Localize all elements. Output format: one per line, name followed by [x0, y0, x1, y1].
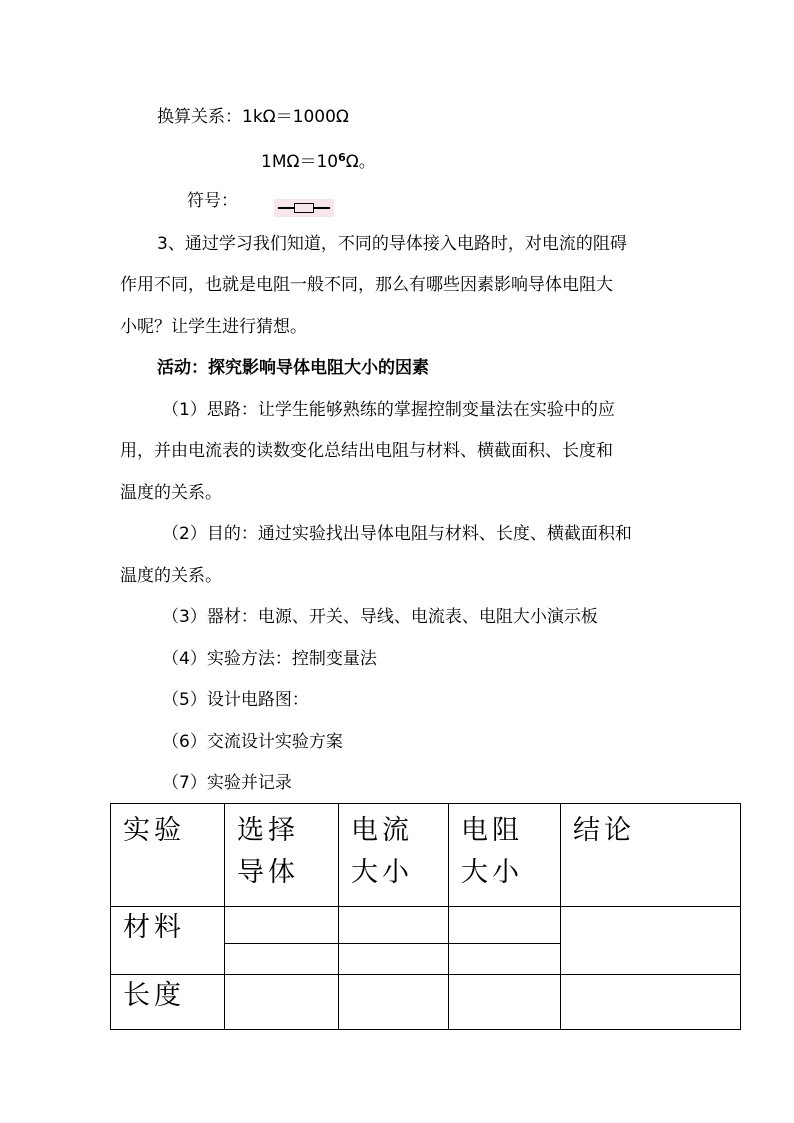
paragraph3-line-1: 3、通过学习我们知道，不同的导体接入电路时，对电流的阻碍 [157, 234, 627, 254]
resistor-symbol-icon [274, 199, 334, 217]
step4: （4）实验方法：控制变量法 [162, 649, 377, 669]
table-cell[interactable] [225, 907, 339, 944]
step2-line-1: （2）目的：通过实验找出导体电阻与材料、长度、横截面积和 [162, 524, 632, 544]
step1-line-1: （1）思路：让学生能够熟练的掌握控制变量法在实验中的应 [162, 400, 615, 420]
table-header-row [111, 804, 741, 907]
header-select-conductor: 选择 导体 [225, 804, 339, 907]
header-resistance-size: 电阻 大小 [449, 804, 561, 907]
step2-line-2: 温度的关系。 [120, 566, 222, 586]
table-cell[interactable] [225, 975, 339, 1030]
step7: （7）实验并记录 [162, 773, 292, 793]
table-cell[interactable] [449, 975, 561, 1030]
table-cell[interactable] [339, 944, 449, 975]
table-cell[interactable] [561, 975, 741, 1030]
table-cell[interactable] [449, 944, 561, 975]
table-row [111, 975, 741, 1030]
row-label-length: 长度 [111, 975, 225, 1030]
conversion-mega-suffix: Ω。 [345, 152, 376, 172]
step1-line-2: 用，并由电流表的读数变化总结出电阻与材料、横截面积、长度和 [120, 441, 613, 461]
table-cell[interactable] [561, 907, 741, 975]
header-experiment: 实验 [111, 804, 225, 907]
step1-line-3: 温度的关系。 [120, 483, 222, 503]
step3: （3）器材：电源、开关、导线、电流表、电阻大小演示板 [162, 607, 598, 627]
paragraph3-line-3: 小呢？让学生进行猜想。 [120, 317, 307, 337]
table-cell[interactable] [339, 907, 449, 944]
row-label-material: 材料 [111, 907, 225, 975]
conversion-kilo: 1kΩ＝1000Ω [242, 107, 349, 127]
conversion-line-1 [157, 105, 349, 129]
step5: （5）设计电路图： [162, 690, 309, 710]
table-row [111, 907, 741, 944]
conversion-mega-prefix: 1MΩ＝10 [261, 152, 339, 172]
activity-title: 活动：探究影响导体电阻大小的因素 [157, 358, 429, 378]
header-conclusion: 结论 [561, 804, 741, 907]
paragraph3-line-2: 作用不同，也就是电阻一般不同，那么有哪些因素影响导体电阻大 [120, 275, 613, 295]
conversion-line-2 [261, 146, 376, 174]
table-cell[interactable] [339, 975, 449, 1030]
header-current-size: 电流 大小 [339, 804, 449, 907]
experiment-table [110, 803, 741, 1030]
step6: （6）交流设计实验方案 [162, 732, 343, 752]
conversion-mega-exponent: 6 [338, 151, 346, 164]
table-cell[interactable] [225, 944, 339, 975]
conversion-label: 换算关系： [157, 107, 242, 127]
symbol-label: 符号： [187, 191, 238, 211]
table-cell[interactable] [449, 907, 561, 944]
